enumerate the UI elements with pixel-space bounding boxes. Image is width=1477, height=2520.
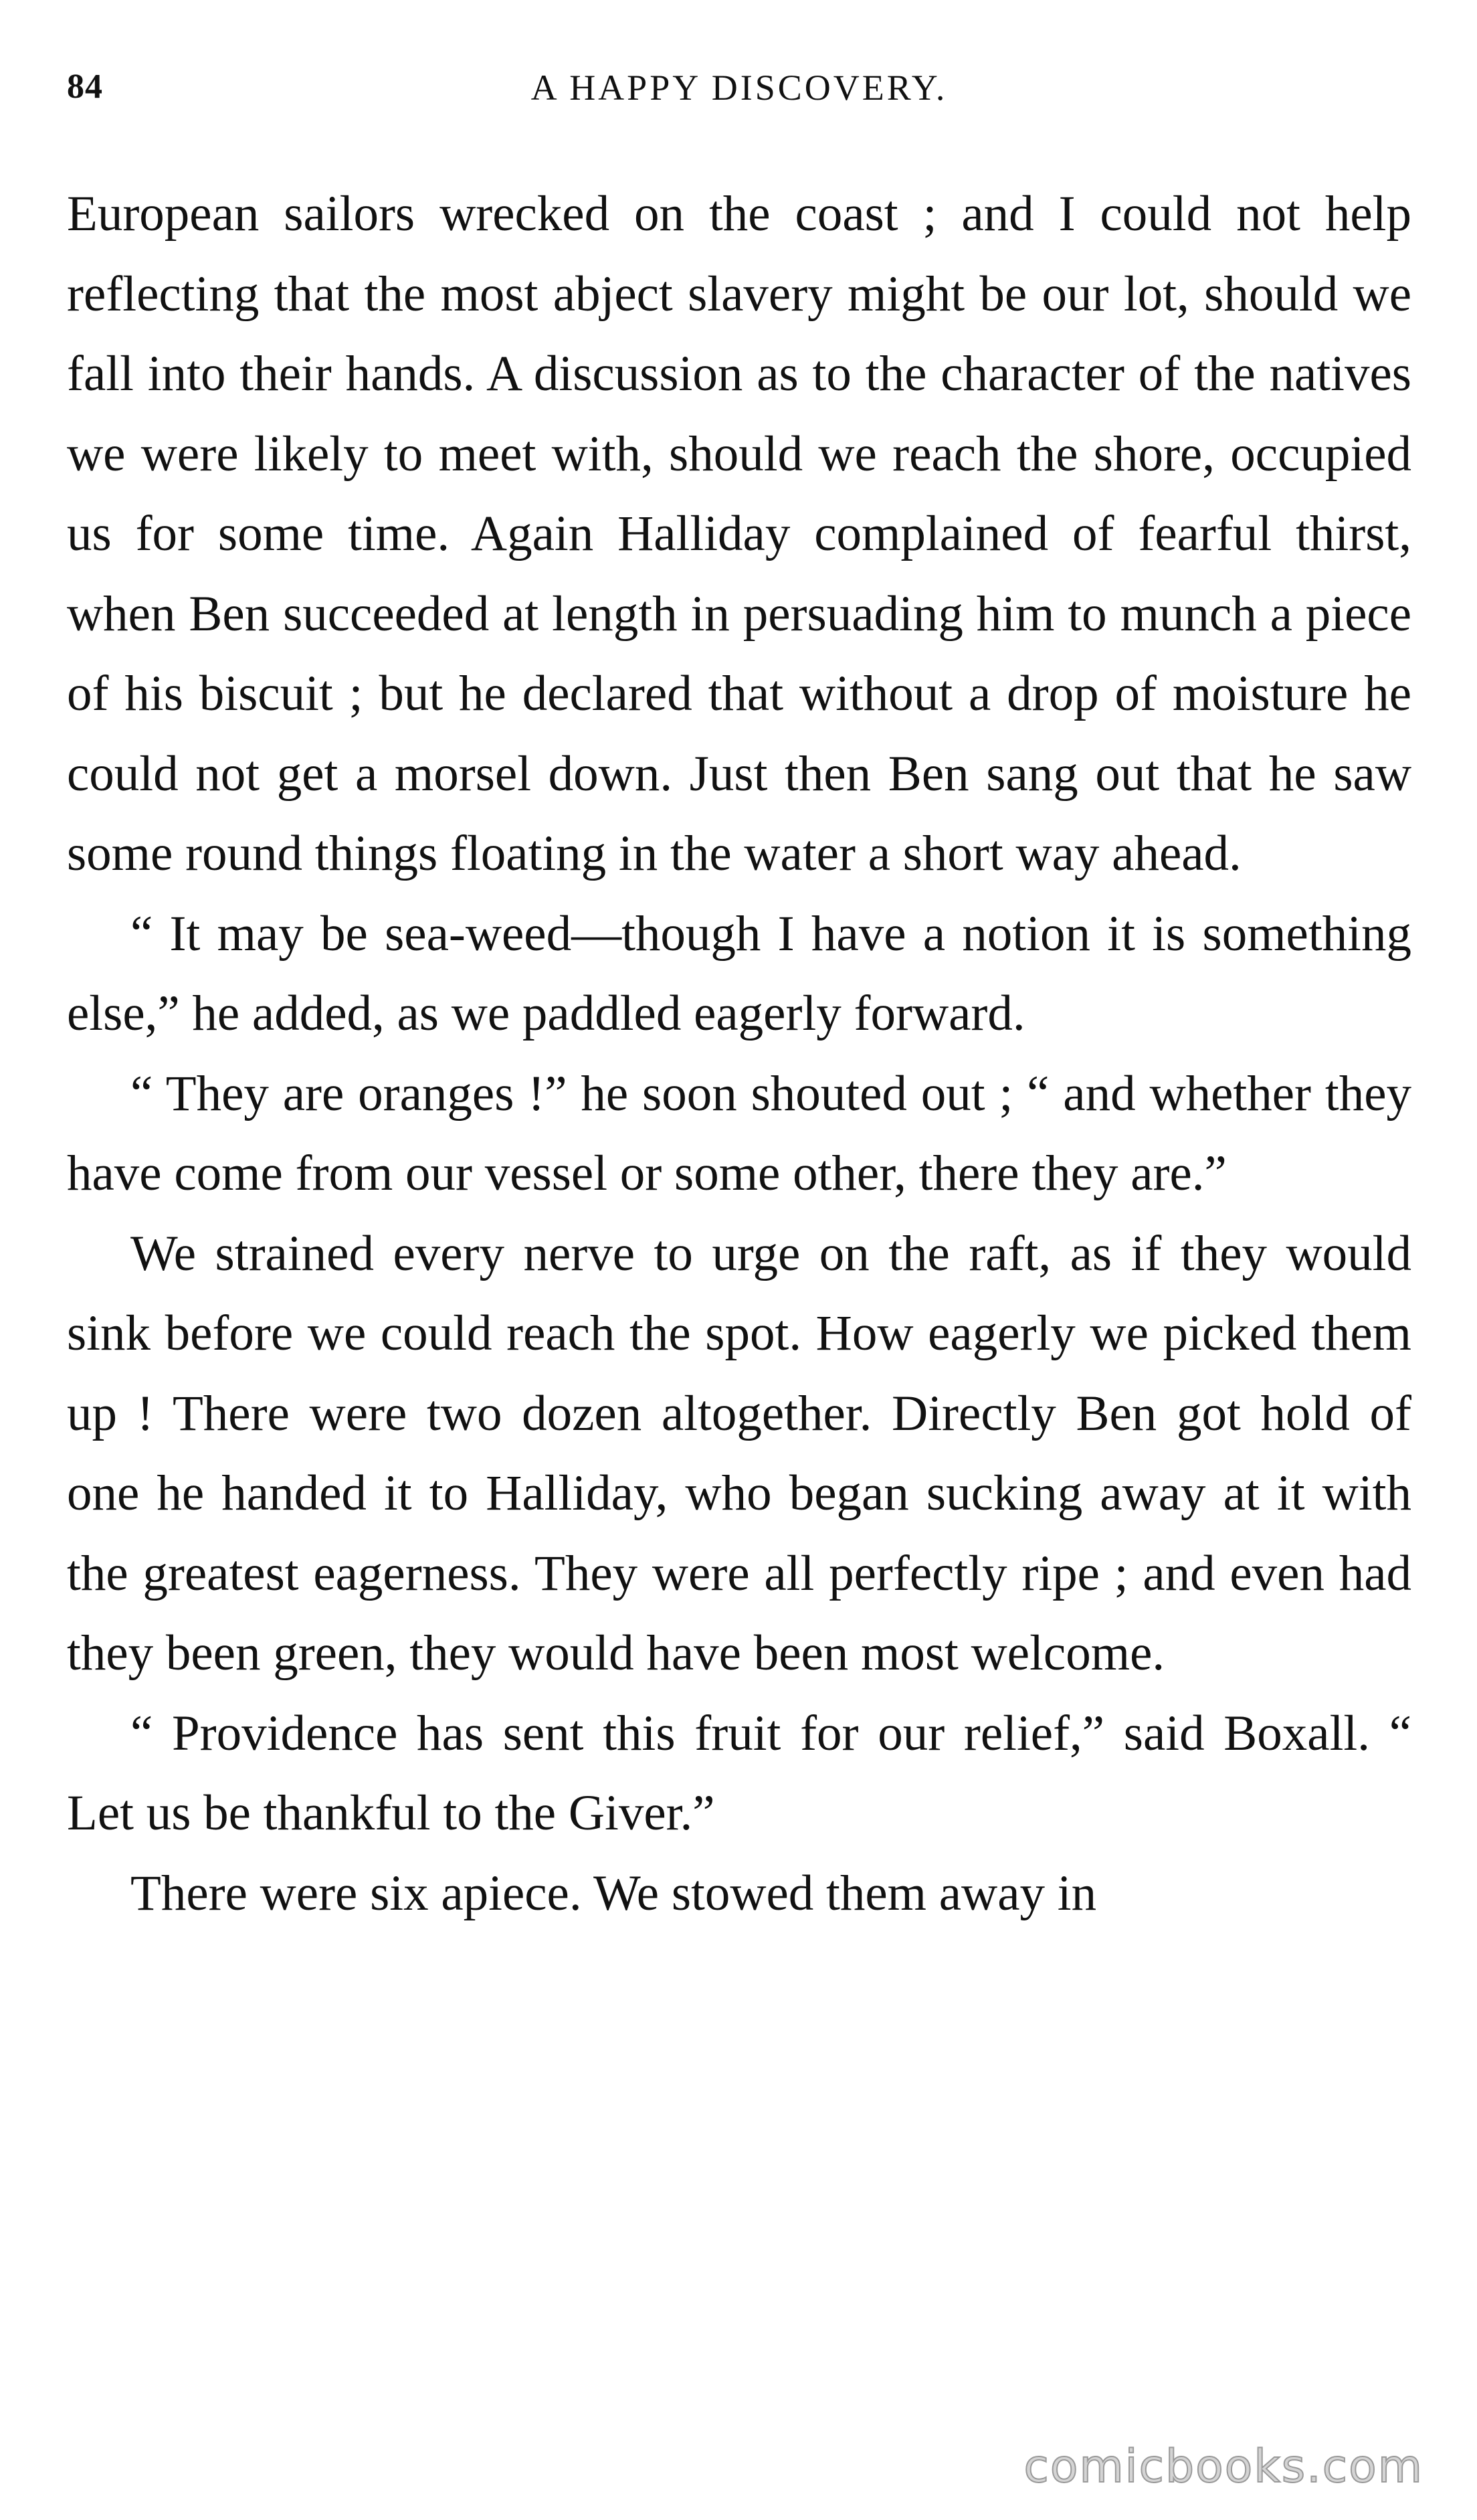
- paragraph-six-apiece: There were six apiece. We stowed them away in: [130, 1865, 1097, 1921]
- running-title: A HAPPY DISCOVERY.: [530, 68, 948, 108]
- paragraph-oranges: “ They are oranges !” he soon shouted out ; “ and whether they have come from our vessel or some other, there they are.”: [67, 1065, 1411, 1201]
- page-number: 84: [67, 68, 103, 106]
- paragraph-strained: We strained every nerve to urge on the raft, as if they would sink before we could reach the spot. How eagerly we picked them up ! There were two dozen altogether. Directly Ben got hold of one he handed it to Halliday, who began sucking away at it with the greatest eagerness. They were all perfectly ripe ; and even had they been green, they would have been most welcome.: [67, 1225, 1411, 1681]
- paragraph-continuation: European sailors wrecked on the coast ; and I could not help reflecting that the most abject slavery might be our lot, should we fall into their hands. A discussion as to the character of the natives we were likely to meet with, should we reach the shore, occupied us for some time. Again Halliday complained of fearful thirst, when Ben succeeded at length in persuading him to munch a piece of his biscuit ; but he declared that without a drop of moisture he could not get a morsel down. Just then Ben sang out that he saw some round things floating in the water a short way ahead.: [67, 186, 1411, 881]
- paragraph-sea-weed: “ It may be sea-weed—though I have a notion it is something else,” he added, as we paddled eagerly forward.: [67, 905, 1411, 1041]
- page-header: [67, 67, 1411, 127]
- watermark-logo: comicbooks.com: [1023, 2440, 1423, 2493]
- page-body: [67, 174, 1411, 1933]
- paragraph-providence: “ Providence has sent this fruit for our relief,” said Boxall. “ Let us be thankful to the Giver.”: [67, 1705, 1411, 1841]
